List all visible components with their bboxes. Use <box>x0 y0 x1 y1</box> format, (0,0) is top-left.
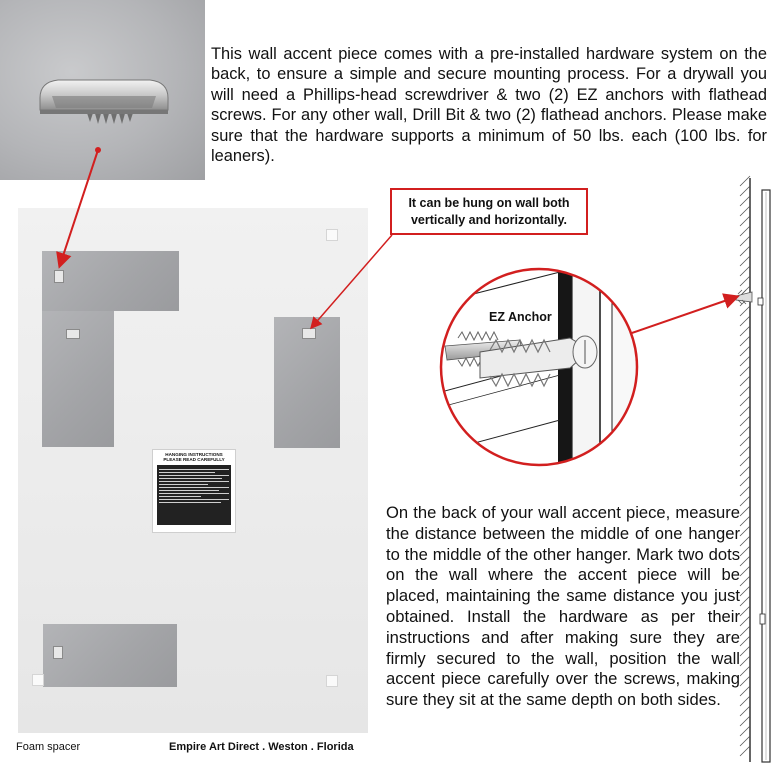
wall-side-view <box>736 176 770 762</box>
company-caption: Empire Art Direct . Weston . Florida <box>169 741 354 753</box>
label-title-line2: PLEASE READ CAREFULLY <box>163 457 225 462</box>
callout-line1: It can be hung on wall both <box>408 196 570 210</box>
label-title-line1: HANGING INSTRUCTIONS <box>165 452 223 457</box>
mounting-steps-paragraph: On the back of your wall accent piece, measure the distance between the middle of one hanger to the middle of the other hanger. Mark two dots on the wall where the accent piece will be placed, maintaining the same distance you just obtained. Install the hardware as per their instructions and after making sure they are firmly secured to the wall, position the wall accent piece carefully over the screws, making sure they sit at the same depth on both sides. <box>386 503 740 710</box>
intro-paragraph: This wall accent piece comes with a pre-installed hardware system on the back, to ensure a simple and secure mounting process. For a drywall you will need a Phillips-head screwdriver & two (2) EZ anchors with flathead screws. For any other wall, Drill Bit & two (2) flathead anchors. Please make sure that the hardware supports a minimum of 50 lbs. each (100 lbs. for leaners). <box>211 45 767 166</box>
ez-anchor-magnifier <box>430 255 640 485</box>
foam-spacer-caption: Foam spacer <box>16 741 81 753</box>
photo-arrow <box>60 150 98 265</box>
callout-line2: vertically and horizontally. <box>410 213 568 227</box>
ez-anchor-label: EZ Anchor <box>489 310 552 324</box>
anchor-arrow <box>626 297 736 335</box>
callout-arrow <box>312 235 392 327</box>
